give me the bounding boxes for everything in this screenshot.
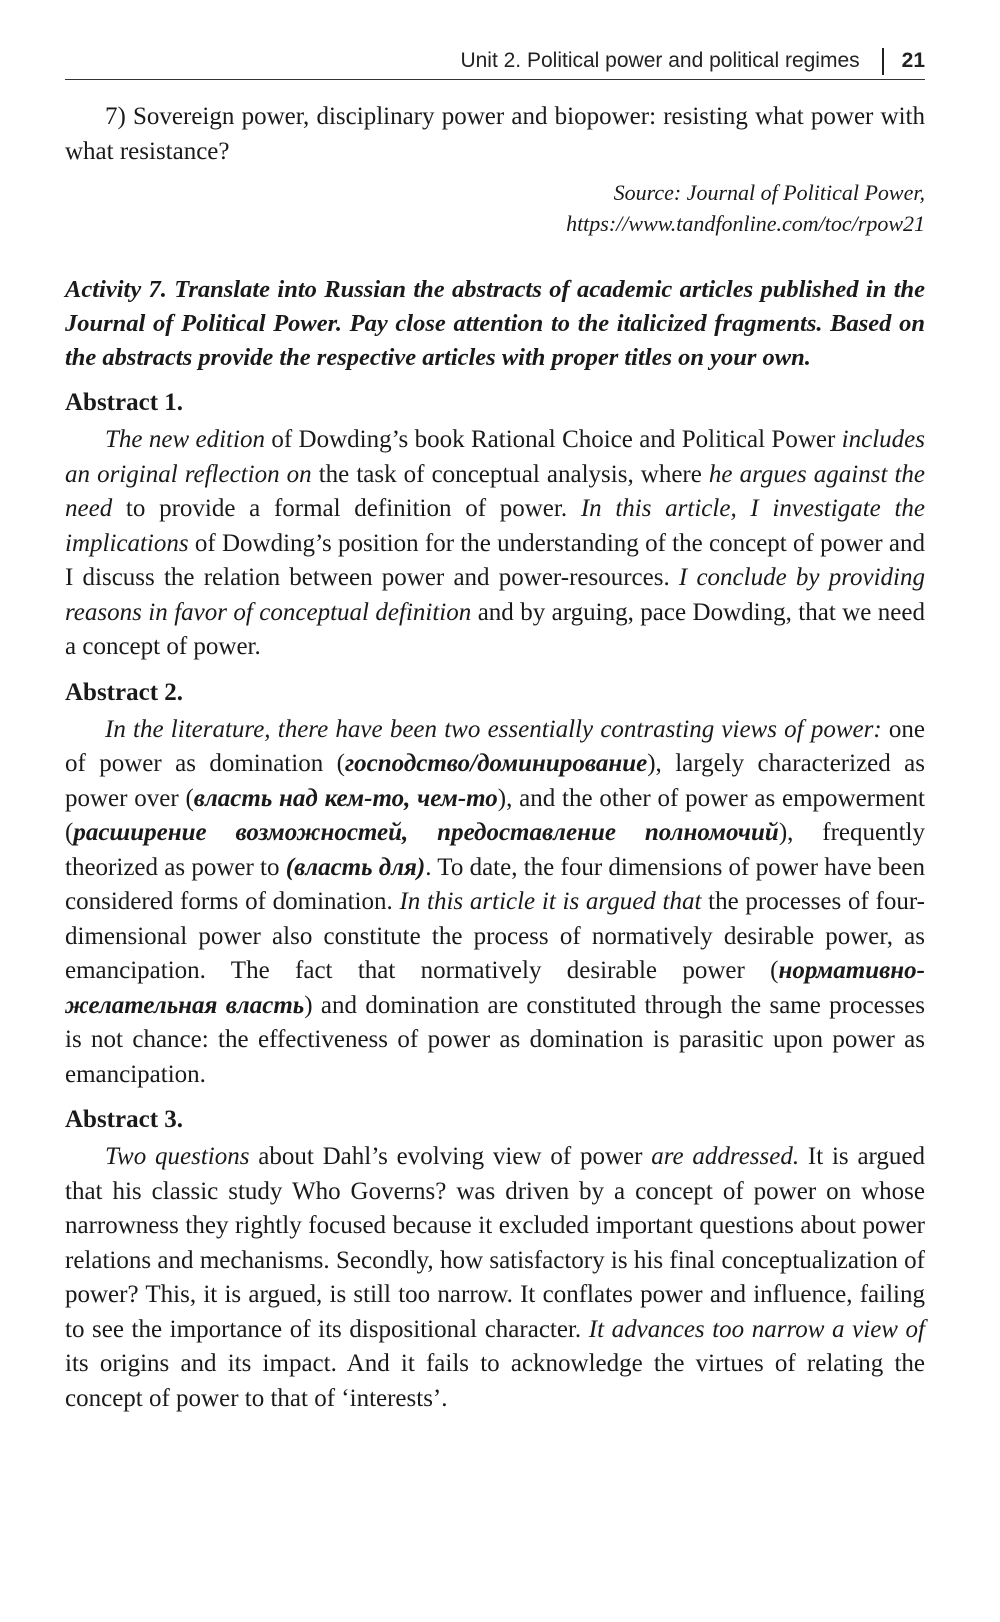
text-fragment: It is argued that his classic study Who Governs? was driven by a concept of power on whose narrowness they rightly focused because it excluded important questions about power relations and mechanisms. Secondly, how satisfactory is his final conceptualization of power? This, it is argued, is still too narrow. It conflates power and influence, failing to see the importance of its dispositional character. [65, 1143, 926, 1343]
italic-fragment: In this article, I investigate the implications [65, 495, 925, 557]
abstract-1-text [65, 423, 925, 665]
source-url: https://www.tandfonline.com/toc/rpow21 [566, 211, 925, 236]
text-fragment: . To date, the four dimensions of power have been considered forms of domination. [65, 853, 925, 915]
russian-translation: власть над кем-то, чем-то [193, 784, 498, 812]
text-fragment: ) and domination are constituted through the same processes is not chance: the effectiveness of power as domination is parasitic upon power as emancipation. [65, 991, 925, 1088]
text-fragment: its origins and its impact. And it fails to acknowledge the virtues of relating the concept of power to that of ‘interests’. [65, 1350, 925, 1412]
text-fragment: of Dowding’s position for the understanding of the concept of power and I discuss the relation between power and power-resources. [65, 529, 925, 591]
italic-fragment: In this article it is argued that [399, 888, 702, 915]
italic-fragment: he argues against the need [65, 460, 925, 522]
activity-7-instructions: Activity 7. Translate into Russian the abstracts of academic articles published in the Journal of Political Power. Pay close attention to the italicized fragments. Based on the abstracts provide the respective articles with proper titles on your own. [65, 276, 925, 371]
text-fragment: ), largely characterized as power over ( [65, 750, 925, 812]
text-fragment: ), and the other of power as empowerment ( [65, 784, 925, 846]
russian-translation: господство/доминирование [344, 750, 648, 777]
italic-fragment: The new edition [105, 426, 265, 453]
russian-translation: расширение возможностей, предоставление полномочий [73, 819, 779, 846]
text-fragment: and by arguing, pace Dowding, that we need a concept of power. [65, 598, 925, 660]
italic-fragment: are addressed. [651, 1143, 800, 1170]
text-fragment: ), frequently theorized as power to [65, 819, 926, 881]
text-fragment: the task of conceptual analysis, where [311, 460, 709, 488]
italic-fragment: In the literature, there have been two essentially contrasting views of power: [105, 715, 882, 743]
italic-fragment: includes an original reflection on [65, 426, 925, 488]
italic-fragment: Two questions [105, 1143, 250, 1170]
source-journal: Source: Journal of Political Power, [613, 180, 925, 205]
running-header [460, 44, 925, 78]
source-citation [65, 177, 925, 239]
running-title: Unit 2. Political power and political regimes [460, 49, 860, 72]
header-separator [882, 48, 884, 75]
header-rule [65, 79, 925, 80]
russian-translation: нормативно-желательная власть [65, 957, 925, 1019]
page-number: 21 [901, 49, 925, 72]
abstract-3-text [65, 1140, 925, 1416]
page-body [65, 100, 925, 1416]
text-fragment: one of power as domination ( [65, 715, 925, 777]
question-7: 7) Sovereign power, disciplinary power and biopower: resisting what power with what resistance? [65, 103, 925, 165]
text-fragment: the processes of four-dimensional power also constitute the process of normatively desirable power, as emancipation. The fact that normatively desirable power ( [65, 888, 925, 984]
text-fragment: to provide a formal definition of power. [112, 495, 581, 522]
italic-fragment: I conclude by providing reasons in favor of conceptual definition [65, 564, 925, 626]
abstract-3-heading: Abstract 3. [65, 1106, 184, 1133]
abstract-1-heading: Abstract 1. [65, 389, 184, 416]
text-fragment: about Dahl’s evolving view of power [249, 1143, 652, 1170]
abstract-2-heading: Abstract 2. [65, 678, 184, 706]
russian-translation: (власть для) [285, 853, 426, 881]
text-fragment: of Dowding’s book Rational Choice and Political Power [264, 426, 842, 453]
italic-fragment: It advances too narrow a view of [588, 1315, 925, 1343]
abstract-2-text [65, 713, 925, 1093]
